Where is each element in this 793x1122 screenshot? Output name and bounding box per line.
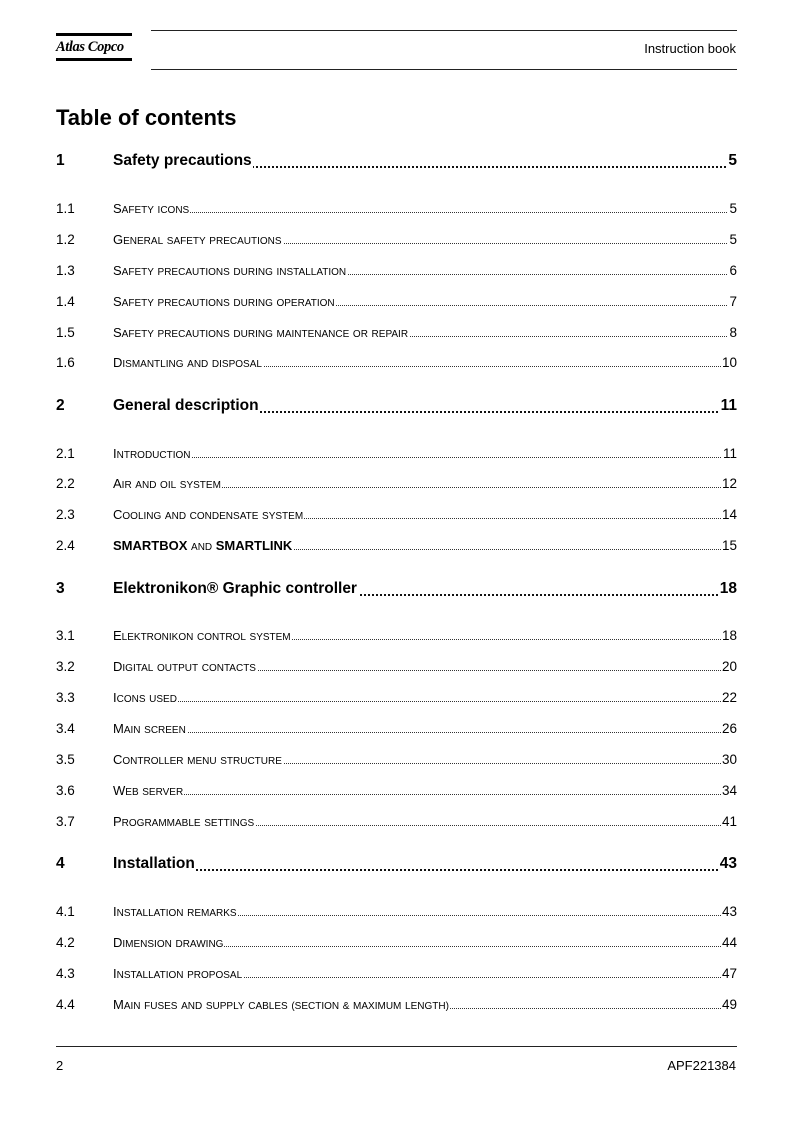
- toc-entry-title: SAFETY ICONS: [113, 201, 190, 216]
- toc-entry-page: 30: [721, 752, 737, 767]
- toc-section-entry[interactable]: [56, 198, 737, 218]
- toc-section-entry[interactable]: [56, 811, 737, 831]
- toc-section-entry[interactable]: [56, 291, 737, 311]
- toc-entry-title: WEB SERVER: [113, 783, 184, 798]
- toc-entry-number: 2.4: [56, 538, 75, 553]
- toc-entry-title: INSTALLATION PROPOSAL: [113, 966, 243, 981]
- toc-section-entry[interactable]: [56, 625, 737, 645]
- toc-entry-title: DISMANTLING AND DISPOSAL: [113, 355, 262, 370]
- toc-heading: Table of contents: [56, 105, 237, 130]
- toc-dot-leader: [113, 868, 737, 871]
- book-title: Instruction book: [644, 41, 736, 56]
- toc-entry-page: 18: [721, 628, 737, 643]
- toc-chapter-entry[interactable]: [56, 855, 737, 875]
- toc-entry-number: 1: [56, 152, 65, 169]
- toc-dot-leader: [113, 793, 737, 795]
- toc-entry-number: 4.1: [56, 904, 75, 919]
- toc-entry-number: 3.5: [56, 752, 75, 767]
- toc-entry-page: 47: [721, 966, 737, 981]
- toc-entry-title: MAIN FUSES AND SUPPLY CABLES (SECTION & MAXIMUM LENGTH): [113, 997, 449, 1012]
- toc-entry-title: General description: [113, 397, 259, 414]
- toc-chapter-entry[interactable]: [56, 580, 737, 600]
- toc-entry-page: 14: [721, 507, 737, 522]
- toc-entry-number: 3.4: [56, 721, 75, 736]
- page-number: 2: [56, 1058, 64, 1073]
- toc-entry-title: COOLING AND CONDENSATE SYSTEM: [113, 507, 304, 522]
- toc-entry-title: INSTALLATION REMARKS: [113, 904, 237, 919]
- toc-entry-number: 1.6: [56, 355, 75, 370]
- toc-entry-title: AIR AND OIL SYSTEM: [113, 476, 221, 491]
- toc-entry-number: 3.1: [56, 628, 75, 643]
- toc-section-entry[interactable]: [56, 932, 737, 952]
- toc-entry-title: Installation: [113, 855, 195, 872]
- toc-entry-page: 5: [729, 201, 737, 216]
- table-of-contents: [56, 0, 737, 1122]
- toc-chapter-entry[interactable]: [56, 152, 737, 172]
- toc-entry-page: 5: [729, 232, 737, 247]
- toc-entry-number: 3.7: [56, 814, 75, 829]
- toc-entry-page: 10: [721, 355, 737, 370]
- toc-entry-number: 3.3: [56, 690, 75, 705]
- toc-entry-number: 2.2: [56, 476, 75, 491]
- toc-section-entry[interactable]: [56, 443, 737, 463]
- toc-entry-number: 1.3: [56, 263, 75, 278]
- toc-entry-page: 20: [721, 659, 737, 674]
- toc-entry-title: Elektronikon® Graphic controller: [113, 580, 357, 597]
- toc-entry-number: 4.2: [56, 935, 75, 950]
- toc-entry-number: 3.2: [56, 659, 75, 674]
- toc-section-entry[interactable]: [56, 504, 737, 524]
- toc-entry-page: 41: [721, 814, 737, 829]
- toc-entry-title: ELEKTRONIKON CONTROL SYSTEM: [113, 628, 291, 643]
- toc-entry-title: SMARTBOX AND SMARTLINK: [113, 538, 293, 553]
- toc-entry-title: SAFETY PRECAUTIONS DURING OPERATION: [113, 294, 335, 309]
- toc-entry-number: 4.3: [56, 966, 75, 981]
- toc-entry-title: ICONS USED: [113, 690, 177, 705]
- toc-entry-title: SAFETY PRECAUTIONS DURING INSTALLATION: [113, 263, 347, 278]
- toc-section-entry[interactable]: [56, 322, 737, 342]
- toc-entry-page: 8: [729, 325, 737, 340]
- toc-section-entry[interactable]: [56, 901, 737, 921]
- toc-entry-number: 2.3: [56, 507, 75, 522]
- toc-entry-title: Safety precautions: [113, 152, 252, 169]
- toc-entry-number: 1.5: [56, 325, 75, 340]
- toc-chapter-entry[interactable]: [56, 397, 737, 417]
- toc-entry-page: 43: [721, 904, 737, 919]
- toc-section-entry[interactable]: [56, 963, 737, 983]
- toc-entry-page: 22: [721, 690, 737, 705]
- toc-entry-number: 3: [56, 580, 65, 597]
- footer-rule: [56, 1046, 737, 1047]
- toc-dot-leader: [113, 211, 737, 213]
- toc-entry-page: 34: [721, 783, 737, 798]
- toc-entry-page: 12: [721, 476, 737, 491]
- toc-entry-title: DIMENSION DRAWING: [113, 935, 224, 950]
- toc-section-entry[interactable]: [56, 780, 737, 800]
- toc-entry-page: 15: [721, 538, 737, 553]
- toc-entry-page: 11: [720, 397, 737, 414]
- toc-entry-page: 43: [719, 855, 737, 872]
- toc-entry-page: 5: [728, 152, 737, 169]
- toc-entry-title: DIGITAL OUTPUT CONTACTS: [113, 659, 256, 674]
- toc-section-entry[interactable]: [56, 994, 737, 1014]
- toc-section-entry[interactable]: [56, 473, 737, 493]
- toc-entry-number: 2.1: [56, 446, 75, 461]
- toc-entry-number: 2: [56, 397, 65, 414]
- toc-entry-page: 44: [721, 935, 737, 950]
- toc-dot-leader: [113, 456, 737, 458]
- toc-section-entry[interactable]: [56, 656, 737, 676]
- toc-dot-leader: [113, 700, 737, 702]
- toc-entry-page: 18: [719, 580, 737, 597]
- toc-entry-title: PROGRAMMABLE SETTINGS: [113, 814, 255, 829]
- toc-entry-title: SAFETY PRECAUTIONS DURING MAINTENANCE OR REPAIR: [113, 325, 409, 340]
- toc-section-entry[interactable]: [56, 260, 737, 280]
- toc-entry-number: 1.4: [56, 294, 75, 309]
- toc-entry-number: 3.6: [56, 783, 75, 798]
- toc-dot-leader: [113, 731, 737, 733]
- toc-entry-page: 49: [721, 997, 737, 1012]
- toc-entry-title: CONTROLLER MENU STRUCTURE: [113, 752, 282, 767]
- toc-entry-title: MAIN SCREEN: [113, 721, 186, 736]
- toc-entry-title: GENERAL SAFETY PRECAUTIONS: [113, 232, 282, 247]
- logo-text: Atlas Copco: [56, 39, 124, 55]
- toc-section-entry[interactable]: [56, 687, 737, 707]
- toc-entry-number: 1.2: [56, 232, 75, 247]
- toc-entry-title: INTRODUCTION: [113, 446, 191, 461]
- toc-entry-page: 7: [729, 294, 737, 309]
- toc-section-entry[interactable]: [56, 749, 737, 769]
- toc-entry-number: 1.1: [56, 201, 75, 216]
- toc-entry-page: 6: [729, 263, 737, 278]
- toc-entry-number: 4: [56, 855, 65, 872]
- toc-section-entry[interactable]: [56, 229, 737, 249]
- toc-section-entry[interactable]: [56, 352, 737, 372]
- toc-entry-page: 26: [721, 721, 737, 736]
- toc-section-entry[interactable]: [56, 535, 737, 555]
- document-code: APF221384: [667, 1058, 736, 1073]
- toc-entry-page: 11: [722, 446, 737, 461]
- toc-section-entry[interactable]: [56, 718, 737, 738]
- toc-entry-number: 4.4: [56, 997, 75, 1012]
